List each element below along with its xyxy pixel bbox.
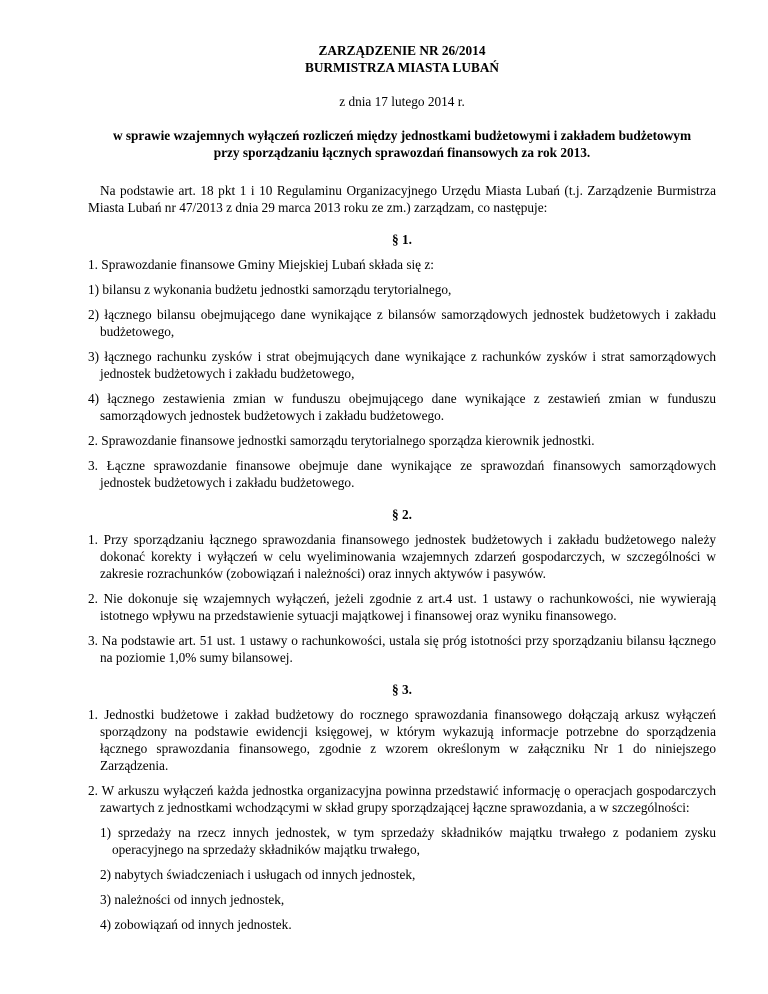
document-date: z dnia 17 lutego 2014 r. — [339, 94, 465, 109]
s1-point-3: 3) łącznego rachunku zysków i strat obejmujących dane wynikające z rachunków zysków i strat samorządowych jednostek budżetowych i zakładu budżetowego, — [88, 349, 716, 381]
s1-point-2: 2) łącznego bilansu obejmującego dane wynikające z bilansów samorządowych jednostek budżetowych i zakładu budżetowego, — [88, 307, 716, 339]
document-subject — [88, 127, 716, 161]
s3-point-2: 2) nabytych świadczeniach i usługach od innych jednostek, — [100, 867, 416, 882]
s1-paragraph-2: 2. Sprawozdanie finansowe jednostki samorządu terytorialnego sporządza kierownik jednostki. — [88, 433, 595, 448]
s1-point-1: 1) bilansu z wykonania budżetu jednostki samorządu terytorialnego, — [88, 282, 452, 297]
section-3-heading: § 3. — [392, 682, 412, 697]
section-2-heading: § 2. — [392, 507, 412, 522]
s3-paragraph-2: 2. W arkuszu wyłączeń każda jednostka organizacyjna powinna przedstawić informację o operacjach gospodarczych zawartych z jednostkami wchodzącymi w skład grupy sporządzającej łączne sprawozdania, a w szczególności: — [88, 783, 716, 815]
title-line-2: BURMISTRZA MIASTA LUBAŃ — [304, 60, 500, 75]
intro-paragraph: Na podstawie art. 18 pkt 1 i 10 Regulaminu Organizacyjnego Urzędu Miasta Lubań (t.j. Zarządzenie Burmistrza Miasta Lubań nr 47/2013 z dnia 29 marca 2013 roku ze zm.) zarządzam, co następuje: — [88, 183, 716, 215]
s2-paragraph-2: 2. Nie dokonuje się wzajemnych wyłączeń, jeżeli zgodnie z art.4 ust. 1 ustawy o rachunkowości, nie wywierają istotnego wpływu na przedstawienie sytuacji majątkowej i finansowej oraz wyniku finansowego. — [88, 591, 716, 623]
s2-paragraph-3: 3. Na podstawie art. 51 ust. 1 ustawy o rachunkowości, ustala się próg istotności przy sporządzaniu bilansu łącznego na poziomie 1,0% sumy bilansowej. — [88, 633, 716, 665]
s3-point-4: 4) zobowiązań od innych jednostek. — [100, 917, 292, 932]
s3-paragraph-1: 1. Jednostki budżetowe i zakład budżetowy do rocznego sprawozdania finansowego dołączają arkusz wyłączeń sporządzony na podstawie ewidencji księgowej, w którym wykazują informacje potrzebne do sporządzenia łącznego sprawozdania finansowego, zgodnie z wzorem określonym w załączniku Nr 1 do niniejszego Zarządzenia. — [88, 707, 716, 773]
s1-point-4: 4) łącznego zestawienia zmian w funduszu obejmującego dane wynikające z zestawień zmian w funduszu samorządowych jednostek budżetowych i zakładu budżetowego. — [88, 391, 716, 423]
document-page — [88, 42, 716, 941]
s2-paragraph-1: 1. Przy sporządzaniu łącznego sprawozdania finansowego jednostek budżetowych i zakładu budżetowego należy dokonać korekty i wyłączeń w celu wyeliminowania wzajemnych zdarzeń gospodarczych, w szczególności w zakresie rozrachunków (zobowiązań i należności) oraz innych aktywów i pasywów. — [88, 532, 716, 581]
s1-paragraph-3: 3. Łączne sprawozdanie finansowe obejmuje dane wynikające ze sprawozdań finansowych samorządowych jednostek budżetowych i zakładu budżetowego. — [88, 458, 716, 490]
s3-point-3: 3) należności od innych jednostek, — [100, 892, 285, 907]
s1-paragraph-1: 1. Sprawozdanie finansowe Gminy Miejskiej Lubań składa się z: — [88, 257, 435, 272]
title-line-1: ZARZĄDZENIE NR 26/2014 — [318, 43, 486, 58]
subject-line-1: w sprawie wzajemnych wyłączeń rozliczeń między jednostkami budżetowymi i zakładem budżetowym — [112, 128, 692, 143]
s3-point-1: 1) sprzedaży na rzecz innych jednostek, w tym sprzedaży składników majątku trwałego z podaniem zysku operacyjnego na sprzedaży składników majątku trwałego, — [100, 825, 716, 857]
section-1-heading: § 1. — [392, 232, 412, 247]
subject-line-2: przy sporządzaniu łącznych sprawozdań finansowych za rok 2013. — [213, 145, 591, 160]
document-title — [88, 42, 716, 76]
